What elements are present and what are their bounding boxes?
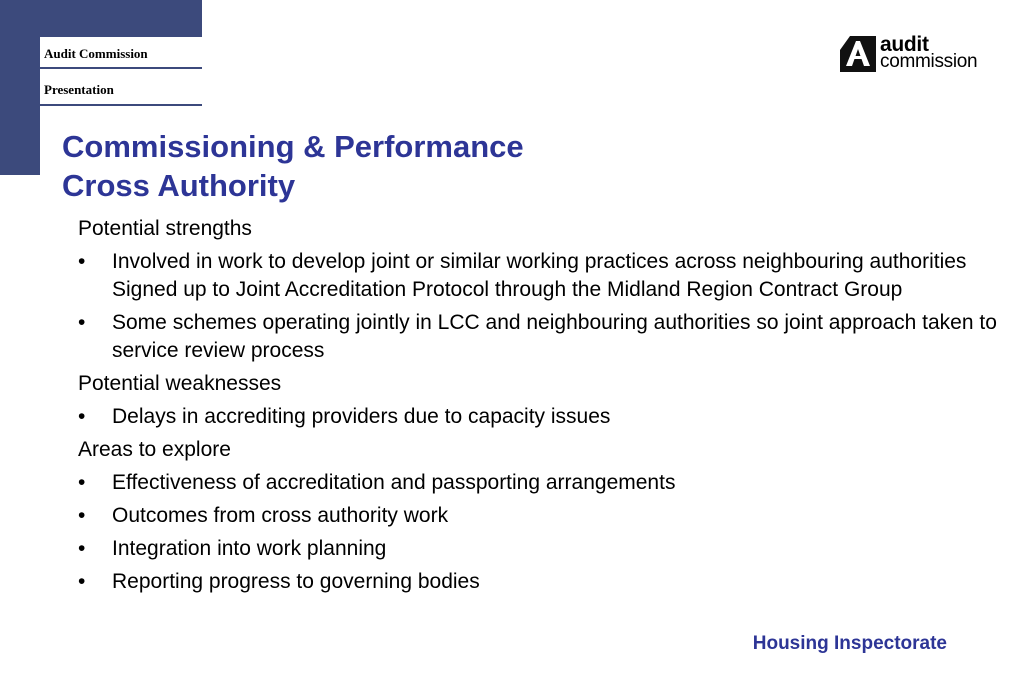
corner-decoration xyxy=(0,0,40,175)
bullet-text: Some schemes operating jointly in LCC and neighbouring authorities so joint approach taken to service review process xyxy=(112,311,997,362)
bullet-icon: • xyxy=(78,311,86,334)
footer-label: Housing Inspectorate xyxy=(752,633,947,654)
bullet-icon: • xyxy=(78,570,86,593)
bullet-icon: • xyxy=(78,250,86,273)
header-org-label: Audit Commission xyxy=(44,46,148,61)
bullet-text: Integration into work planning xyxy=(112,537,387,560)
slide-title xyxy=(62,127,524,205)
slide-content xyxy=(78,215,1008,601)
bullet-icon: • xyxy=(78,471,86,494)
corner-decoration-top xyxy=(40,0,202,37)
bullet-text: Delays in accrediting providers due to capacity issues xyxy=(112,405,611,428)
header-divider xyxy=(40,67,202,69)
section-heading-strengths: Potential strengths xyxy=(78,217,252,240)
audit-commission-logo xyxy=(840,34,1000,74)
audit-commission-mark-icon xyxy=(840,36,876,72)
bullet-item xyxy=(78,568,1008,596)
logo-word-audit: audit xyxy=(880,33,929,56)
section-heading-weaknesses: Potential weaknesses xyxy=(78,372,282,395)
header-doc-type-label: Presentation xyxy=(44,82,114,97)
slide-title-line1: Commissioning & Performance xyxy=(62,129,524,164)
bullet-icon: • xyxy=(78,537,86,560)
bullet-icon: • xyxy=(78,405,86,428)
bullet-item xyxy=(78,469,1008,497)
slide-title-line2: Cross Authority xyxy=(62,168,296,203)
bullet-text: Involved in work to develop joint or similar working practices across neighbouring authorities Signed up to Joint Accreditation Protocol through the Midland Region Contract Group xyxy=(112,250,967,301)
header-divider xyxy=(40,104,202,106)
bullet-text: Outcomes from cross authority work xyxy=(112,504,449,527)
bullet-item xyxy=(78,502,1008,530)
section-heading-explore: Areas to explore xyxy=(78,438,231,461)
bullet-item xyxy=(78,248,1008,304)
bullet-text: Effectiveness of accreditation and passporting arrangements xyxy=(112,471,676,494)
bullet-text: Reporting progress to governing bodies xyxy=(112,570,480,593)
bullet-item xyxy=(78,309,1008,365)
bullet-item xyxy=(78,535,1008,563)
logo-word-commission: commission xyxy=(880,51,978,72)
bullet-item xyxy=(78,403,1008,431)
bullet-icon: • xyxy=(78,504,86,527)
